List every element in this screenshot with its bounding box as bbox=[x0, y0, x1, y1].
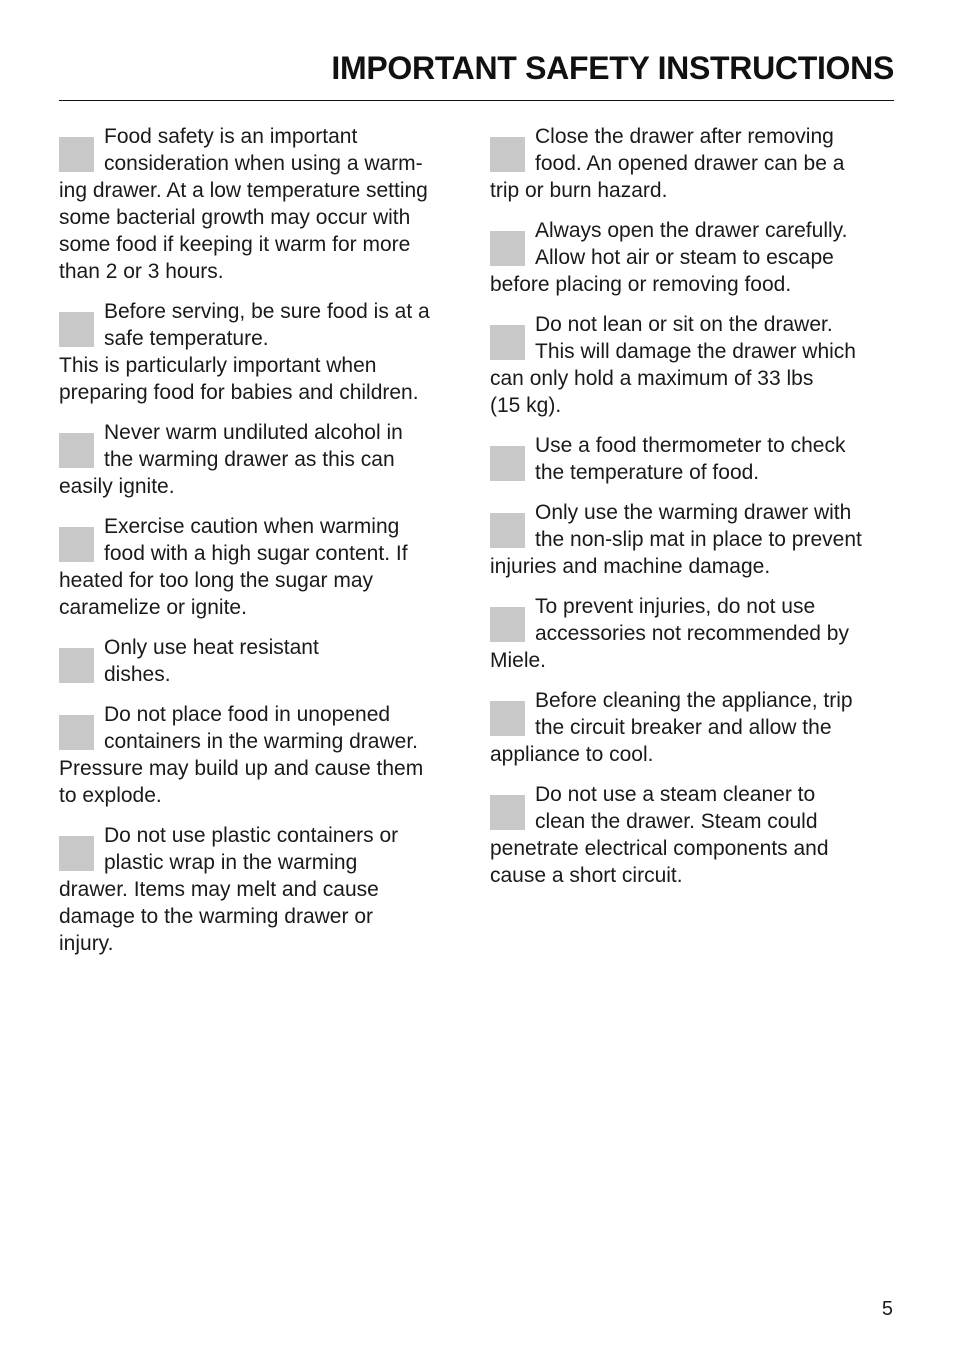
instruction-line: preparing food for babies and children. bbox=[59, 381, 419, 404]
warning-marker-icon bbox=[490, 513, 525, 548]
warning-marker-icon bbox=[490, 446, 525, 481]
instruction-line: accessories not recommended by bbox=[535, 622, 849, 645]
safety-instruction bbox=[59, 822, 467, 957]
instruction-line: Always open the drawer carefully. bbox=[535, 219, 848, 242]
instruction-line: Only use the warming drawer with bbox=[535, 501, 852, 524]
instruction-line: Do not place food in unopened bbox=[104, 703, 391, 726]
instruction-lead bbox=[59, 513, 467, 567]
instruction-line: Before cleaning the appliance, trip bbox=[535, 689, 853, 712]
safety-instruction bbox=[59, 634, 467, 688]
instruction-line: Pressure may build up and cause them bbox=[59, 757, 424, 780]
instruction-lead bbox=[490, 123, 898, 177]
instruction-line: To prevent injuries, do not use bbox=[535, 595, 816, 618]
instruction-line: than 2 or 3 hours. bbox=[59, 260, 224, 283]
warning-marker-icon bbox=[490, 795, 525, 830]
safety-instruction bbox=[59, 123, 467, 285]
instruction-lead bbox=[490, 311, 898, 365]
instruction-line: heated for too long the sugar may bbox=[59, 569, 374, 592]
warning-marker-icon bbox=[490, 231, 525, 266]
instruction-line: This is particularly important when bbox=[59, 354, 377, 377]
warning-marker-icon bbox=[59, 312, 94, 347]
instruction-line: caramelize or ignite. bbox=[59, 596, 247, 619]
safety-instruction bbox=[59, 513, 467, 621]
instruction-line: appliance to cool. bbox=[490, 743, 654, 766]
safety-instruction bbox=[490, 687, 898, 768]
safety-instruction bbox=[490, 593, 898, 674]
instruction-lead bbox=[490, 499, 898, 553]
page-number: 5 bbox=[881, 1298, 893, 1320]
instruction-line: injury. bbox=[59, 932, 114, 955]
instruction-line: ing drawer. At a low temperature setting bbox=[59, 179, 428, 202]
instruction-line: This will damage the drawer which bbox=[535, 340, 856, 363]
instruction-line: Exercise caution when warming bbox=[104, 515, 400, 538]
right-column bbox=[490, 123, 898, 902]
instruction-line: Never warm undiluted alcohol in bbox=[104, 421, 403, 444]
instruction-line: dishes. bbox=[104, 663, 171, 686]
instruction-line: cause a short circuit. bbox=[490, 864, 683, 887]
instruction-line: Use a food thermometer to check bbox=[535, 434, 846, 457]
safety-instruction bbox=[490, 123, 898, 204]
instruction-lead bbox=[59, 634, 467, 688]
safety-instruction bbox=[490, 499, 898, 580]
instruction-line: food with a high sugar content. If bbox=[104, 542, 408, 565]
instruction-line: drawer. Items may melt and cause bbox=[59, 878, 379, 901]
instruction-line: Miele. bbox=[490, 649, 547, 672]
warning-marker-icon bbox=[59, 137, 94, 172]
warning-marker-icon bbox=[59, 648, 94, 683]
instruction-line: Close the drawer after removing bbox=[535, 125, 834, 148]
instruction-line: injuries and machine damage. bbox=[490, 555, 771, 578]
instruction-line: Only use heat resistant bbox=[104, 636, 319, 659]
instruction-line: Food safety is an important bbox=[104, 125, 358, 148]
safety-instruction bbox=[59, 419, 467, 500]
instruction-lead bbox=[59, 298, 467, 352]
instruction-line: safe temperature. bbox=[104, 327, 269, 350]
instruction-lead bbox=[59, 419, 467, 473]
safety-instruction bbox=[490, 432, 898, 486]
instruction-line: (15 kg). bbox=[490, 394, 562, 417]
instruction-line: some bacterial growth may occur with bbox=[59, 206, 411, 229]
instruction-line: food. An opened drawer can be a bbox=[535, 152, 845, 175]
instruction-line: consideration when using a warm- bbox=[104, 152, 423, 175]
instruction-line: the temperature of food. bbox=[535, 461, 760, 484]
safety-instruction bbox=[59, 298, 467, 406]
page-title: IMPORTANT SAFETY INSTRUCTIONS bbox=[331, 50, 894, 86]
safety-instruction bbox=[490, 311, 898, 419]
instruction-line: containers in the warming drawer. bbox=[104, 730, 418, 753]
instruction-lead bbox=[490, 593, 898, 647]
instruction-line: plastic wrap in the warming bbox=[104, 851, 358, 874]
instruction-lead bbox=[490, 687, 898, 741]
instruction-line: the warming drawer as this can bbox=[104, 448, 395, 471]
instruction-line: clean the drawer. Steam could bbox=[535, 810, 818, 833]
warning-marker-icon bbox=[490, 607, 525, 642]
instruction-line: trip or burn hazard. bbox=[490, 179, 668, 202]
instruction-line: damage to the warming drawer or bbox=[59, 905, 373, 928]
warning-marker-icon bbox=[59, 527, 94, 562]
safety-instruction bbox=[490, 781, 898, 889]
title-divider bbox=[59, 100, 894, 101]
instruction-lead bbox=[59, 701, 467, 755]
safety-instruction bbox=[490, 217, 898, 298]
instruction-line: some food if keeping it warm for more bbox=[59, 233, 411, 256]
instruction-line: Before serving, be sure food is at a bbox=[104, 300, 430, 323]
instruction-line: Do not use plastic containers or bbox=[104, 824, 399, 847]
instruction-line: the circuit breaker and allow the bbox=[535, 716, 832, 739]
instruction-lead bbox=[490, 217, 898, 271]
instruction-line: Do not lean or sit on the drawer. bbox=[535, 313, 833, 336]
instruction-line: the non-slip mat in place to prevent bbox=[535, 528, 862, 551]
warning-marker-icon bbox=[490, 701, 525, 736]
warning-marker-icon bbox=[59, 715, 94, 750]
instruction-line: Allow hot air or steam to escape bbox=[535, 246, 834, 269]
instruction-line: before placing or removing food. bbox=[490, 273, 792, 296]
instruction-line: can only hold a maximum of 33 lbs bbox=[490, 367, 814, 390]
instruction-line: penetrate electrical components and bbox=[490, 837, 829, 860]
instruction-line: to explode. bbox=[59, 784, 162, 807]
warning-marker-icon bbox=[490, 325, 525, 360]
instruction-lead bbox=[490, 781, 898, 835]
instruction-lead bbox=[490, 432, 898, 486]
instruction-lead bbox=[59, 123, 467, 177]
instruction-line: easily ignite. bbox=[59, 475, 175, 498]
warning-marker-icon bbox=[59, 836, 94, 871]
instruction-line: Do not use a steam cleaner to bbox=[535, 783, 816, 806]
left-column bbox=[59, 123, 467, 970]
instruction-lead bbox=[59, 822, 467, 876]
safety-instruction bbox=[59, 701, 467, 809]
warning-marker-icon bbox=[59, 433, 94, 468]
warning-marker-icon bbox=[490, 137, 525, 172]
